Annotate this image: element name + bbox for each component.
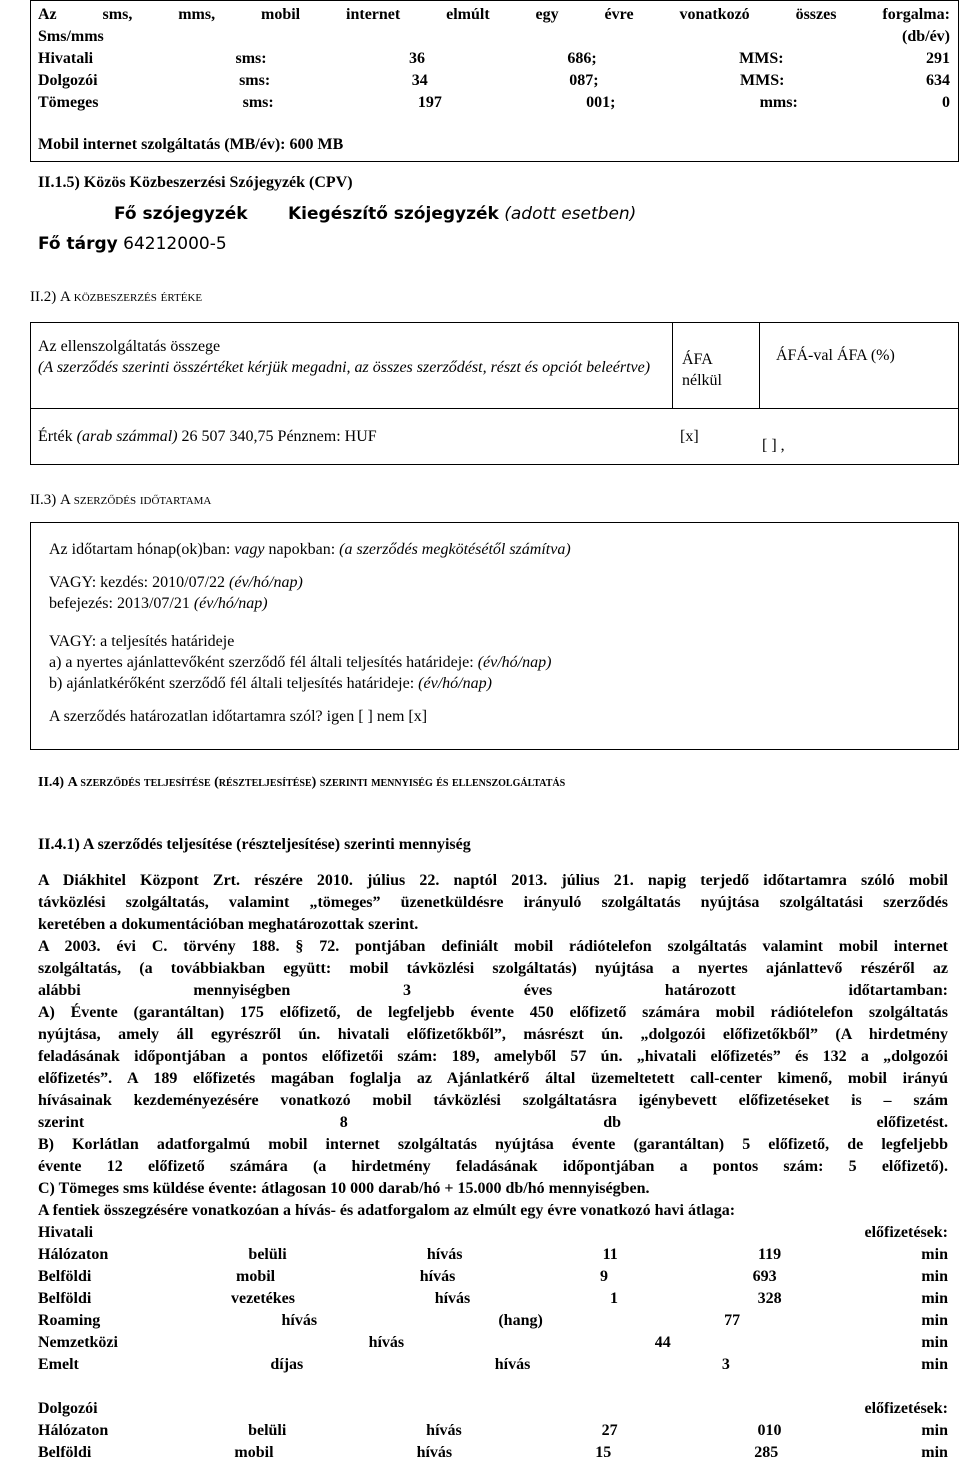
title-word: internet [346,6,401,23]
traffic-stat-cell: mobil [236,1268,276,1285]
traffic-block [38,4,950,156]
quantity-block [38,870,948,1464]
traffic-stat-cell: 119 [757,1246,782,1263]
traffic-stat-cell: 1 [609,1290,618,1307]
sms-cell: 291 [925,50,950,67]
traffic-subtitle [38,26,950,48]
deadline-b [49,673,571,694]
cpv-main-row [38,234,227,254]
title-word: mms, [178,6,216,23]
sms-cell: Hivatali [38,50,94,67]
value-hline [30,408,959,409]
paragraph-line: A) Évente (garantáltan) 175 előfizető, de legfeljebb évente 450 előfizető számára mobil rádiótelefon szolgáltatás [38,1004,948,1021]
sms-cell: 0 [941,94,950,111]
paragraph-line: C) Tömeges sms küldése évente: átlagosan 10 000 darab/hó + 15.000 db/hó mennyiségben. [38,1180,650,1197]
traffic-title [38,4,950,26]
sms-row [38,70,950,92]
title-word: évre [604,6,634,23]
title-word: vonatkozó [679,6,750,23]
traffic-stat-cell: vezetékes [231,1290,295,1307]
sms-row [38,48,950,70]
traffic-stat-cell: Belföldi [38,1268,92,1285]
paragraph-line: A 2003. évi C. törvény 188. § 72. pontjában definiált mobil rádiótelefon szolgáltatás valamint mobil internet [38,938,948,955]
sms-rows [38,48,950,114]
traffic-stat-cell: hívás [434,1290,471,1307]
end-line [49,593,571,614]
title-word: elmúlt [446,6,490,23]
section4-heading [38,775,565,791]
traffic-stat-cell: hívás [494,1356,531,1373]
traffic-stat-cell: 11 [602,1246,618,1263]
traffic-stat-cell: 010 [757,1422,782,1439]
vat-incl-header: ÁFÁ-val ÁFA (%) [776,347,895,364]
deadline-line [49,631,571,652]
cpv-row-label: Fő tárgy [38,234,118,254]
duration-heading [30,492,211,509]
sms-cell: 686; [567,50,597,67]
paragraph-line: feladásának időpontjában a pontos előfizetői szám: 189, amelyből 57 ún. „hivatali előfizetés” és 132 a „dolgozói [38,1048,948,1065]
traffic-stat-cell: hívás [419,1268,456,1285]
traffic-stat-cell: mobil [234,1444,274,1461]
deadline-text: a teljesítés határideje [100,633,235,650]
traffic-stat-cell: Roaming [38,1312,101,1329]
sms-cell: 197 [417,94,442,111]
value-vline-1 [672,322,673,409]
traffic-stat-cell: 27 [601,1422,618,1439]
paragraph-line: szolgáltatás, (a továbbiakban együtt: mobil távközlési szolgáltatás) nyújtása a nyertes ajánlattevő részéről az [38,960,948,977]
traffic-stat-cell: Hálózaton [38,1422,109,1439]
paragraph-line: nyújtása, amely áll egyrészről ún. hivatali előfizetőkből”, másrészt ún. „dolgozói előfizetőkből” (A hirdetmény [38,1026,948,1043]
duration-block [49,539,571,727]
traffic-stat-row [38,1288,948,1310]
deadline-a-format: (év/hó/nap) [477,654,552,671]
paragraph-line: alábbi mennyiségben 3 éves határozott időtartamban: [38,982,948,999]
traffic-stat-cell: belüli [248,1246,287,1263]
section4-heading-text: A szerződés teljesítése (részteljesítése) szerinti mennyiség és ellenszolgáltatás [67,775,566,790]
vat-excl-header: ÁFA nélkül [682,351,722,389]
consideration-note: (A szerződés szerinti összértéket kérjük megadni, az összes szerződést, részt és opciót beleértve) [38,359,651,376]
paragraph-line: keretében a dokumentációban meghatározottak szerint. [38,916,419,933]
traffic-stat-cell: min [921,1444,948,1461]
traffic-stat-cell: min [921,1334,948,1351]
paragraph-line: A Diákhitel Központ Zrt. részére 2010. július 22. naptól 2013. július 21. napig terjedő időtartamra szóló mobil [38,872,948,889]
cpv-row-code: 64212000-5 [123,234,227,254]
traffic-stat-cell: hívás [416,1444,453,1461]
cpv-col-extra-label: Kiegészítő szójegyzék [288,204,499,224]
traffic-stat-row [38,1310,948,1332]
days-label: napokban: [268,541,336,558]
sms-cell: Dolgozói [38,72,98,89]
traffic-stat-cell: hívás [426,1246,463,1263]
consideration-block [38,336,660,378]
start-date: kezdés: 2010/07/22 [100,574,226,591]
cpv-col-extra [288,204,636,224]
paragraph-line: szerint 8 db előfizetést. [38,1114,948,1131]
check-vat-excl: [x] [680,428,699,445]
start-line [49,572,571,593]
traffic-stat-cell: Belföldi [38,1444,92,1461]
traffic-stat-cell: Nemzetközi [38,1334,118,1351]
hivatali-header [38,1222,948,1244]
traffic-stat-cell: 3 [721,1356,730,1373]
dolgozoi-right: előfizetések: [864,1400,948,1417]
duration-heading-num: II.3) [30,492,57,508]
traffic-stat-cell: Hálózaton [38,1246,109,1263]
sms-cell: 087; [569,72,599,89]
traffic-stat-cell: 693 [752,1268,777,1285]
value-heading-num: II.2) [30,289,57,305]
traffic-stat-cell: min [921,1356,948,1373]
traffic-stat-cell: min [921,1290,948,1307]
sms-cell: sms: [235,50,267,67]
value-vline-2 [759,322,760,409]
sms-cell: 634 [926,72,950,89]
title-word: összes [795,6,837,23]
traffic-stat-cell: 328 [757,1290,782,1307]
sms-cell: 34 [411,72,428,89]
subtitle-right: (db/év) [902,28,950,45]
amount-value: 26 507 340,75 Pénznem: HUF [181,428,377,445]
traffic-stat-row [38,1244,948,1266]
traffic-stat-cell: 285 [754,1444,779,1461]
end-format: (év/hó/nap) [193,595,268,612]
months-label: Az időtartam hónap(ok)ban: [49,541,231,558]
hivatali-right: előfizetések: [864,1224,948,1241]
section4-heading-num: II.4) [38,775,65,790]
traffic-stat-cell: 15 [595,1444,612,1461]
traffic-stat-cell: díjas [270,1356,304,1373]
dolgozoi-rows [38,1420,948,1464]
traffic-stat-cell: (hang) [498,1312,543,1329]
traffic-stat-row [38,1332,948,1354]
deadline-a-text: a) a nyertes ajánlattevőként szerződő fél általi teljesítés határideje: [49,654,474,671]
traffic-stat-cell: min [921,1312,948,1329]
cpv-col-extra-note: (adott esetben) [504,204,637,224]
traffic-stat-cell: 9 [600,1268,609,1285]
title-word: Az [38,6,57,23]
consideration-title: Az ellenszolgáltatás összege [38,338,221,355]
sms-cell: Tömeges [38,94,99,111]
start-format: (év/hó/nap) [229,574,303,591]
sms-cell: 001; [586,94,616,111]
cpv-heading: II.1.5) Közös Közbeszerzési Szójegyzék (CPV) [38,174,353,191]
traffic-stat-cell: Belföldi [38,1290,92,1307]
subtitle-left: Sms/mms [38,28,104,45]
sms-cell: MMS: [740,72,785,89]
paragraph-line: előfizetés”. A 189 előfizetés magában foglalja az Ajánlatkérő által üzemeltetett call-center kimenő, mobil irányú [38,1070,948,1087]
traffic-stat-cell: hívás [368,1334,405,1351]
traffic-stat-cell: 77 [724,1312,741,1329]
paragraph-line: évente 12 előfizető számára (a hirdetmény feladásának időpontjában a pontos szám: 5 előfizető). [38,1158,948,1175]
value-heading [30,289,202,306]
traffic-stat-row [38,1442,948,1464]
quantity-paragraph [38,870,948,1222]
cpv-col-main: Fő szójegyzék [114,204,248,224]
paragraph-line: távközlési szolgáltatás, valamint „tömeges” üzenetküldésre irányuló szolgáltatás nyújtása szolgáltatási szerződés [38,894,948,911]
hivatali-label: Hivatali [38,1224,94,1241]
traffic-stat-cell: Emelt [38,1356,79,1373]
amount-label-note: (arab számmal) [76,428,178,445]
traffic-stat-cell: min [921,1422,948,1439]
traffic-stat-cell: 44 [654,1334,671,1351]
value-heading-text: A közbeszerzés értéke [60,289,203,305]
dolgozoi-header [38,1398,948,1420]
dolgozoi-label: Dolgozói [38,1400,98,1417]
title-word: egy [535,6,559,23]
traffic-stat-row [38,1420,948,1442]
deadline-b-text: b) ajánlatkérőként szerződő fél általi teljesítés határideje: [49,675,415,692]
traffic-stat-cell: belüli [248,1422,287,1439]
title-word: forgalma: [882,6,950,23]
traffic-stat-row [38,1266,948,1288]
hivatali-rows [38,1244,948,1376]
title-word: mobil [261,6,301,23]
deadline-a [49,652,571,673]
duration-heading-text: A szerződés időtartama [60,492,212,508]
indefinite-line: A szerződés határozatlan időtartamra szól? igen [ ] nem [x] [49,708,428,725]
or-label: vagy [234,541,265,558]
paragraph-line: hívásainak kezdeményezésére vonatkozó mobil távközlési szolgáltatásra igénybevett előfizetéseket is – szám [38,1092,948,1109]
start-or: VAGY: [49,574,97,591]
traffic-stat-row [38,1354,948,1376]
title-word: sms, [102,6,133,23]
duration-line-1 [49,539,571,560]
deadline-b-format: (év/hó/nap) [418,675,492,692]
sms-cell: mms: [759,94,798,111]
amount-label: Érték [38,428,73,445]
paragraph-line: A fentiek összegzésére vonatkozóan a hívás- és adatforgalom az elmúlt egy évre vonatkozó havi átlaga: [38,1202,736,1219]
mobile-internet-line: Mobil internet szolgáltatás (MB/év): 600 MB [38,136,344,153]
duration-note: (a szerződés megkötésétől számítva) [339,541,571,558]
section4-subheading: II.4.1) A szerződés teljesítése (részteljesítése) szerinti mennyiség [38,836,471,853]
traffic-stat-cell: min [921,1268,948,1285]
sms-row [38,92,950,114]
traffic-stat-cell: hívás [426,1422,462,1439]
end-date: befejezés: 2013/07/21 [49,595,190,612]
traffic-stat-cell: min [921,1246,948,1263]
check-vat-incl: [ ] , [762,437,785,454]
sms-cell: sms: [242,94,274,111]
deadline-or: VAGY: [49,633,97,650]
traffic-stat-cell: hívás [281,1312,318,1329]
sms-cell: sms: [239,72,271,89]
amount-line [38,428,377,446]
paragraph-line: B) Korlátlan adatforgalmú mobil internet szolgáltatás nyújtása évente (garantáltan) 5 előfizető, de legfeljebb [38,1136,948,1153]
sms-cell: 36 [409,50,425,67]
sms-cell: MMS: [739,50,784,67]
